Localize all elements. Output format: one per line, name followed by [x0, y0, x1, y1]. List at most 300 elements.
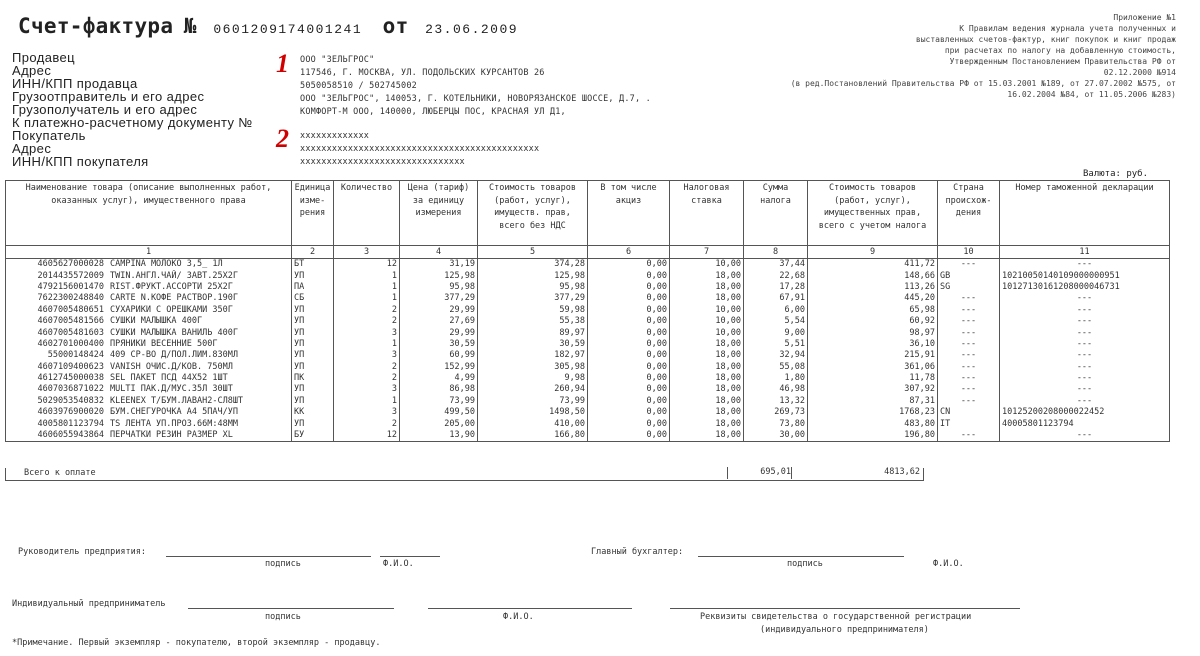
cell-cost: 260,94: [478, 384, 588, 395]
cell-product: [6, 305, 292, 316]
cell-cost: 377,29: [478, 293, 588, 304]
cell-country: ---: [938, 373, 1000, 384]
total-sum: 4813,62: [884, 467, 920, 477]
cell-code: 4602701000400: [37, 338, 104, 349]
cell-country: ---: [938, 384, 1000, 395]
cell-rate: 10,00: [670, 259, 744, 271]
number-sign: №: [183, 14, 197, 38]
consignee-value: КОМФОРТ-М ООО, 140000, ЛЮБЕРЦЫ ПОС, КРАСНАЯ УЛ Д1,: [300, 107, 566, 117]
invoice-title-text: Счет-фактура: [18, 14, 174, 38]
cell-price: 60,99: [400, 350, 478, 361]
cell-rate: 18,00: [670, 293, 744, 304]
cell-tax: 9,00: [744, 327, 808, 338]
cell-country: CN: [938, 407, 1000, 418]
col-header-qty: Количество: [334, 181, 400, 246]
appendix-line: Приложение №1: [1113, 13, 1176, 22]
cell-unit: УП: [292, 418, 334, 429]
cell-unit: БУ: [292, 430, 334, 442]
cell-decl: ---: [1000, 350, 1170, 361]
appendix-line: 02.12.2000 №914: [1103, 68, 1176, 77]
cell-tax: 30,00: [744, 430, 808, 442]
payment-doc-label: К платежно-расчетному документу №: [12, 115, 253, 130]
cell-rate: 10,00: [670, 327, 744, 338]
cell-country: ---: [938, 350, 1000, 361]
cell-rate: 18,00: [670, 282, 744, 293]
col-number: 5: [478, 246, 588, 259]
buyer-address-label: Адрес: [12, 141, 52, 156]
col-number: 1: [6, 246, 292, 259]
appendix-line: (в ред.Постановлений Правительства РФ от 15.03.2001 №189, от 27.07.2002 №575, от: [790, 79, 1176, 88]
cell-qty: 3: [334, 384, 400, 395]
registration-line: [670, 608, 1020, 609]
cell-name: CARTE N.КОФЕ РАСТВОР.190Г: [110, 293, 238, 304]
cell-product: [6, 282, 292, 293]
cell-name: SEL ПАКЕТ ПСД 44Х52 1ШТ: [110, 373, 228, 384]
cell-qty: 2: [334, 305, 400, 316]
consignee-label: Грузополучатель и его адрес: [12, 102, 198, 117]
cell-name: TWIN.АНГЛ.ЧАЙ/ ЗАВТ.25Х2Г: [110, 270, 238, 281]
cell-code: 4606055943864: [37, 430, 104, 441]
cell-tax: 37,44: [744, 259, 808, 271]
cell-product: [6, 362, 292, 373]
cell-name: ПЕРЧАТКИ РЕЗИН РАЗМЕР XL: [110, 430, 233, 441]
cell-cost: 59,98: [478, 305, 588, 316]
cell-country: IT: [938, 418, 1000, 429]
invoice-date: 23.06.2009: [425, 22, 519, 37]
cell-total: 483,80: [808, 418, 938, 429]
cell-price: 30,59: [400, 339, 478, 350]
total-tax: 695,01: [727, 467, 792, 479]
cell-excise: 0,00: [588, 339, 670, 350]
cell-code: 7622300248840: [37, 293, 104, 304]
cell-decl: ---: [1000, 293, 1170, 304]
table-row: [6, 407, 1170, 418]
annotation-marker-2: 2: [276, 124, 289, 153]
cell-product: [6, 270, 292, 281]
table-row: [6, 339, 1170, 350]
cell-cost: 305,98: [478, 362, 588, 373]
cell-qty: 1: [334, 293, 400, 304]
cell-excise: 0,00: [588, 293, 670, 304]
buyer-inn-label: ИНН/КПП покупателя: [12, 154, 149, 169]
cell-qty: 3: [334, 407, 400, 418]
cell-qty: 1: [334, 270, 400, 281]
cell-total: 11,78: [808, 373, 938, 384]
cell-code: 4607036871022: [37, 384, 104, 395]
cell-product: [6, 316, 292, 327]
cell-total: 445,20: [808, 293, 938, 304]
entrepreneur-podpis-caption: подпись: [265, 612, 301, 622]
cell-name: CAMPINA МОЛОКО 3,5_ 1Л: [110, 259, 223, 270]
cell-excise: 0,00: [588, 327, 670, 338]
cell-unit: УП: [292, 350, 334, 361]
cell-decl: ---: [1000, 384, 1170, 395]
total-label: Всего к оплате: [24, 468, 96, 478]
col-number: 8: [744, 246, 808, 259]
cell-country: ---: [938, 259, 1000, 271]
accountant-signature-line: [698, 556, 904, 557]
cell-country: ---: [938, 362, 1000, 373]
cell-product: [6, 350, 292, 361]
cell-tax: 269,73: [744, 407, 808, 418]
seller-address-label: Адрес: [12, 63, 52, 78]
entrepreneur-fio-caption: Ф.И.О.: [503, 612, 534, 622]
appendix-line: Утвержденным Постановлением Правительства РФ от: [949, 57, 1176, 66]
col-number: 7: [670, 246, 744, 259]
cell-rate: 18,00: [670, 362, 744, 373]
cell-price: 13,90: [400, 430, 478, 442]
cell-country: ---: [938, 430, 1000, 442]
cell-product: [6, 407, 292, 418]
cell-decl: ---: [1000, 305, 1170, 316]
cell-excise: 0,00: [588, 305, 670, 316]
entrepreneur-signature-line: [188, 608, 394, 609]
seller-inn-label: ИНН/КПП продавца: [12, 76, 138, 91]
col-header-cost: Стоимость товаров (работ, услуг), имуществ. прав, всего без НДС: [478, 181, 588, 246]
cell-decl: 40005801123794: [1000, 418, 1170, 429]
appendix-line: при расчетах по налогу на добавленную стоимость,: [944, 46, 1176, 55]
cell-country: ---: [938, 327, 1000, 338]
col-header-country: Страна происхождения: [938, 181, 1000, 246]
cell-code: 2014435572009: [37, 270, 104, 281]
cell-unit: БТ: [292, 259, 334, 271]
director-podpis-caption: подпись: [265, 559, 301, 569]
col-header-unit: Единица измерения: [292, 181, 334, 246]
cell-tax: 67,91: [744, 293, 808, 304]
col-number: 6: [588, 246, 670, 259]
cell-qty: 1: [334, 396, 400, 407]
footnote: *Примечание. Первый экземпляр - покупателю, второй экземпляр - продавцу.: [12, 638, 381, 648]
cell-rate: 18,00: [670, 384, 744, 395]
shipper-value: ООО "ЗЕЛЬГРОС", 140053, Г. КОТЕЛЬНИКИ, НОВОРЯЗАНСКОЕ ШОССЕ, Д.7, .: [300, 94, 651, 104]
director-label: Руководитель предприятия:: [18, 547, 146, 557]
buyer-value: xxxxxxxxxxxxx: [300, 131, 370, 141]
accountant-fio-caption: Ф.И.О.: [933, 559, 964, 569]
appendix-note: [716, 12, 1176, 100]
cell-name: ПРЯНИКИ ВЕСЕННИЕ 500Г: [110, 338, 218, 349]
cell-decl: ---: [1000, 373, 1170, 384]
cell-code: 4607005481566: [37, 316, 104, 327]
cell-tax: 13,32: [744, 396, 808, 407]
cell-qty: 12: [334, 259, 400, 271]
cell-excise: 0,00: [588, 362, 670, 373]
col-header-declaration: Номер таможенной декларации: [1000, 181, 1170, 246]
registration-caption-2: (индивидуального предпринимателя): [760, 625, 929, 635]
cell-unit: УП: [292, 270, 334, 281]
col-header-rate: Налоговая ставка: [670, 181, 744, 246]
cell-total: 87,31: [808, 396, 938, 407]
table-row: [6, 430, 1170, 442]
cell-tax: 73,80: [744, 418, 808, 429]
total-row: [5, 468, 924, 481]
cell-name: СУШКИ МАЛЫШКА ВАНИЛЬ 400Г: [110, 327, 238, 338]
cell-product: [6, 327, 292, 338]
cell-rate: 18,00: [670, 270, 744, 281]
cell-cost: 55,38: [478, 316, 588, 327]
invoice-rows: [6, 259, 1170, 442]
cell-total: 60,92: [808, 316, 938, 327]
cell-cost: 374,28: [478, 259, 588, 271]
cell-price: 73,99: [400, 396, 478, 407]
cell-excise: 0,00: [588, 259, 670, 271]
table-row: [6, 316, 1170, 327]
cell-code: 4005801123794: [37, 418, 104, 429]
cell-decl: 10127130161208000046731: [1000, 282, 1170, 293]
accountant-label: Главный бухгалтер:: [591, 547, 684, 557]
table-row: [6, 305, 1170, 316]
cell-qty: 1: [334, 339, 400, 350]
cell-decl: ---: [1000, 339, 1170, 350]
cell-product: [6, 373, 292, 384]
cell-tax: 32,94: [744, 350, 808, 361]
cell-product: [6, 384, 292, 395]
col-number: 2: [292, 246, 334, 259]
col-header-total: Стоимость товаров (работ, услуг), имущественных прав, всего с учетом налога: [808, 181, 938, 246]
cell-code: 4607005480651: [37, 304, 104, 315]
cell-decl: ---: [1000, 327, 1170, 338]
table-row: [6, 293, 1170, 304]
seller-label: Продавец: [12, 50, 75, 65]
cell-name: СУШКИ МАЛЫШКА 400Г: [110, 316, 203, 327]
table-row: [6, 259, 1170, 271]
cell-code: 4607109400623: [37, 361, 104, 372]
cell-cost: 73,99: [478, 396, 588, 407]
entrepreneur-label: Индивидуальный предприниматель: [12, 599, 166, 609]
cell-total: 1768,23: [808, 407, 938, 418]
cell-total: 148,66: [808, 270, 938, 281]
cell-tax: 5,51: [744, 339, 808, 350]
cell-price: 86,98: [400, 384, 478, 395]
table-row: [6, 282, 1170, 293]
cell-rate: 18,00: [670, 396, 744, 407]
invoice-title: [18, 14, 528, 39]
cell-excise: 0,00: [588, 373, 670, 384]
director-signature-line: [166, 556, 371, 557]
cell-total: 113,26: [808, 282, 938, 293]
cell-qty: 2: [334, 373, 400, 384]
table-row: [6, 384, 1170, 395]
cell-rate: 18,00: [670, 418, 744, 429]
cell-excise: 0,00: [588, 282, 670, 293]
cell-price: 377,29: [400, 293, 478, 304]
cell-decl: 10210050140109000000951: [1000, 270, 1170, 281]
cell-unit: УП: [292, 362, 334, 373]
cell-decl: ---: [1000, 396, 1170, 407]
cell-unit: УП: [292, 339, 334, 350]
cell-qty: 3: [334, 327, 400, 338]
cell-decl: ---: [1000, 259, 1170, 271]
cell-country: ---: [938, 396, 1000, 407]
cell-qty: 2: [334, 418, 400, 429]
cell-country: ---: [938, 305, 1000, 316]
cell-total: 36,10: [808, 339, 938, 350]
cell-code: 4603976900020: [37, 407, 104, 418]
shipper-label: Грузоотправитель и его адрес: [12, 89, 205, 104]
cell-cost: 30,59: [478, 339, 588, 350]
cell-product: [6, 418, 292, 429]
cell-code: 4612745000038: [37, 373, 104, 384]
accountant-podpis-caption: подпись: [787, 559, 823, 569]
col-header-tax: Сумма налога: [744, 181, 808, 246]
cell-excise: 0,00: [588, 430, 670, 442]
cell-product: [6, 430, 292, 442]
cell-tax: 22,68: [744, 270, 808, 281]
cell-price: 29,99: [400, 327, 478, 338]
cell-price: 31,19: [400, 259, 478, 271]
invoice-number: 0601209174001241: [213, 22, 363, 37]
appendix-line: 16.02.2004 №84, от 11.05.2006 №283): [1007, 90, 1176, 99]
cell-code: 4792156001470: [37, 281, 104, 292]
director-fio-caption: Ф.И.О.: [383, 559, 414, 569]
cell-decl: ---: [1000, 362, 1170, 373]
cell-decl: ---: [1000, 430, 1170, 442]
cell-product: [6, 396, 292, 407]
cell-decl: 10125200208000022452: [1000, 407, 1170, 418]
cell-unit: СБ: [292, 293, 334, 304]
cell-product: [6, 259, 292, 271]
cell-country: SG: [938, 282, 1000, 293]
cell-name: БУМ.СНЕГУРОЧКА А4 5ПАЧ/УП: [110, 407, 238, 418]
cell-unit: КК: [292, 407, 334, 418]
cell-rate: 10,00: [670, 316, 744, 327]
cell-qty: 2: [334, 362, 400, 373]
cell-qty: 2: [334, 316, 400, 327]
seller-address-value: 117546, Г. МОСКВА, УЛ. ПОДОЛЬСКИХ КУРСАНТОВ 26: [300, 68, 545, 78]
appendix-line: выставленных счетов-фактур, книг покупок и книг продаж: [915, 35, 1176, 44]
cell-country: ---: [938, 339, 1000, 350]
cell-excise: 0,00: [588, 350, 670, 361]
cell-name: RIST.ФРУКТ.АССОРТИ 25Х2Г: [110, 281, 233, 292]
table-row: [6, 396, 1170, 407]
buyer-address-value: xxxxxxxxxxxxxxxxxxxxxxxxxxxxxxxxxxxxxxxxxxxxx: [300, 144, 540, 154]
table-row: [6, 373, 1170, 384]
cell-name: MULTI ПАК.Д/МУС.35Л 30ШТ: [110, 384, 233, 395]
seller-inn-value: 5050058510 / 502745002: [300, 81, 417, 91]
cell-cost: 182,97: [478, 350, 588, 361]
currency-label: Валюта: руб.: [1083, 169, 1149, 179]
table-row: [6, 418, 1170, 429]
cell-tax: 1,80: [744, 373, 808, 384]
cell-name: KLEENEX Т/БУМ.ЛАВАН2-СЛ8ШТ: [110, 395, 244, 406]
cell-tax: 55,08: [744, 362, 808, 373]
cell-excise: 0,00: [588, 384, 670, 395]
cell-name: TS ЛЕНТА УП.ПРОЗ.66М:48ММ: [110, 418, 238, 429]
column-number-row: [6, 246, 1170, 259]
cell-unit: УП: [292, 305, 334, 316]
cell-rate: 18,00: [670, 350, 744, 361]
seller-value: ООО "ЗЕЛЬГРОС": [300, 55, 375, 65]
cell-unit: УП: [292, 316, 334, 327]
cell-total: 65,98: [808, 305, 938, 316]
cell-excise: 0,00: [588, 316, 670, 327]
date-prefix: от: [382, 14, 409, 38]
cell-name: 409 СР-ВО Д/ПОЛ.ЛИМ.830МЛ: [110, 350, 238, 361]
cell-price: 4,99: [400, 373, 478, 384]
invoice-table: [5, 180, 1170, 442]
cell-rate: 10,00: [670, 305, 744, 316]
cell-product: [6, 339, 292, 350]
col-number: 4: [400, 246, 478, 259]
cell-price: 29,99: [400, 305, 478, 316]
cell-price: 27,69: [400, 316, 478, 327]
cell-qty: 3: [334, 350, 400, 361]
table-row: [6, 362, 1170, 373]
cell-code: 55000148424: [47, 350, 104, 361]
director-name-line: [380, 556, 440, 557]
col-header-excise: В том числе акциз: [588, 181, 670, 246]
cell-tax: 17,28: [744, 282, 808, 293]
cell-qty: 1: [334, 282, 400, 293]
col-number: 11: [1000, 246, 1170, 259]
cell-price: 152,99: [400, 362, 478, 373]
annotation-marker-1: 1: [276, 49, 289, 78]
cell-tax: 5,54: [744, 316, 808, 327]
cell-name: СУХАРИКИ С ОРЕШКАМИ 350Г: [110, 304, 233, 315]
cell-code: 5029053540832: [37, 395, 104, 406]
cell-total: 98,97: [808, 327, 938, 338]
cell-cost: 166,80: [478, 430, 588, 442]
cell-unit: ПА: [292, 282, 334, 293]
col-header-name: Наименование товара (описание выполненных работ, оказанных услуг), имущественного права: [6, 181, 292, 246]
cell-excise: 0,00: [588, 418, 670, 429]
cell-total: 307,92: [808, 384, 938, 395]
cell-total: 411,72: [808, 259, 938, 271]
cell-total: 196,80: [808, 430, 938, 442]
cell-unit: УП: [292, 396, 334, 407]
cell-rate: 18,00: [670, 339, 744, 350]
col-header-price: Цена (тариф) за единицу измерения: [400, 181, 478, 246]
cell-cost: 410,00: [478, 418, 588, 429]
cell-cost: 89,97: [478, 327, 588, 338]
cell-cost: 1498,50: [478, 407, 588, 418]
cell-price: 499,50: [400, 407, 478, 418]
col-number: 9: [808, 246, 938, 259]
cell-code: 4605627000028: [37, 259, 104, 270]
cell-qty: 12: [334, 430, 400, 442]
cell-decl: ---: [1000, 316, 1170, 327]
entrepreneur-name-line: [428, 608, 632, 609]
cell-price: 125,98: [400, 270, 478, 281]
cell-unit: ПК: [292, 373, 334, 384]
table-row: [6, 327, 1170, 338]
cell-tax: 46,98: [744, 384, 808, 395]
cell-total: 361,06: [808, 362, 938, 373]
col-number: 10: [938, 246, 1000, 259]
cell-unit: УП: [292, 384, 334, 395]
cell-rate: 18,00: [670, 373, 744, 384]
cell-code: 4607005481603: [37, 327, 104, 338]
cell-price: 205,00: [400, 418, 478, 429]
table-row: [6, 350, 1170, 361]
cell-rate: 18,00: [670, 430, 744, 442]
col-number: 3: [334, 246, 400, 259]
cell-country: ---: [938, 293, 1000, 304]
table-header-row: [6, 181, 1170, 246]
cell-country: ---: [938, 316, 1000, 327]
cell-excise: 0,00: [588, 396, 670, 407]
cell-country: GB: [938, 270, 1000, 281]
buyer-inn-value: xxxxxxxxxxxxxxxxxxxxxxxxxxxxxxx: [300, 157, 465, 167]
buyer-label: Покупатель: [12, 128, 86, 143]
cell-excise: 0,00: [588, 407, 670, 418]
table-row: [6, 270, 1170, 281]
appendix-line: К Правилам ведения журнала учета полученных и: [959, 24, 1176, 33]
cell-unit: УП: [292, 327, 334, 338]
cell-cost: 95,98: [478, 282, 588, 293]
cell-price: 95,98: [400, 282, 478, 293]
cell-cost: 9,98: [478, 373, 588, 384]
cell-rate: 18,00: [670, 407, 744, 418]
